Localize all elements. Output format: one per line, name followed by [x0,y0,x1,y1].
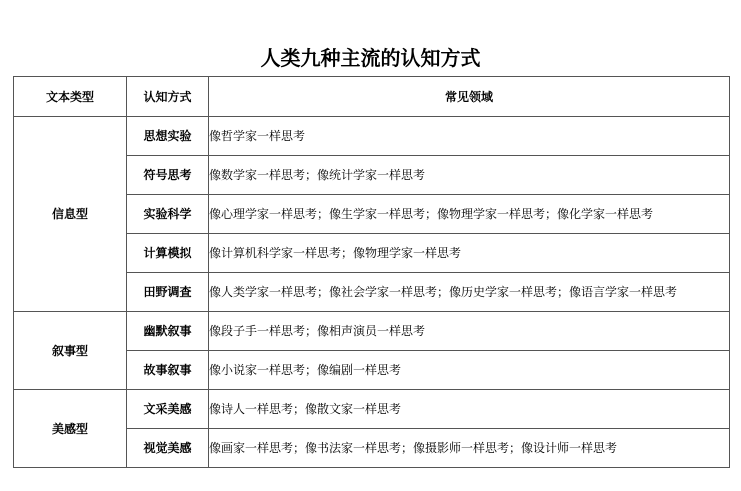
domain-cell: 像诗人一样思考；像散文家一样思考 [209,390,730,429]
cognition-table [13,76,730,468]
method-cell: 故事叙事 [127,351,209,390]
method-cell: 幽默叙事 [127,312,209,351]
header-cognition-method: 认知方式 [127,77,209,117]
domain-cell: 像数学家一样思考；像统计学家一样思考 [209,156,730,195]
page-title: 人类九种主流的认知方式 [260,46,481,70]
domain-cell: 像画家一样思考；像书法家一样思考；像摄影师一样思考；像设计师一样思考 [209,429,730,468]
method-cell: 符号思考 [127,156,209,195]
domain-cell: 像哲学家一样思考 [209,117,730,156]
text-type-cell: 信息型 [14,117,127,312]
table-row [14,390,730,429]
table-row [14,117,730,156]
domain-cell: 像段子手一样思考；像相声演员一样思考 [209,312,730,351]
domain-cell: 像人类学家一样思考；像社会学家一样思考；像历史学家一样思考；像语言学家一样思考 [209,273,730,312]
header-text-type: 文本类型 [14,77,127,117]
domain-cell: 像计算机科学家一样思考；像物理学家一样思考 [209,234,730,273]
text-type-cell: 叙事型 [14,312,127,390]
method-cell: 思想实验 [127,117,209,156]
header-common-domain: 常见领域 [209,77,730,117]
text-type-cell: 美感型 [14,390,127,468]
domain-cell: 像心理学家一样思考；像生学家一样思考；像物理学家一样思考；像化学家一样思考 [209,195,730,234]
method-cell: 田野调查 [127,273,209,312]
domain-cell: 像小说家一样思考；像编剧一样思考 [209,351,730,390]
method-cell: 文采美感 [127,390,209,429]
method-cell: 计算模拟 [127,234,209,273]
method-cell: 实验科学 [127,195,209,234]
table-row [14,312,730,351]
method-cell: 视觉美感 [127,429,209,468]
table-header-row [14,77,730,117]
